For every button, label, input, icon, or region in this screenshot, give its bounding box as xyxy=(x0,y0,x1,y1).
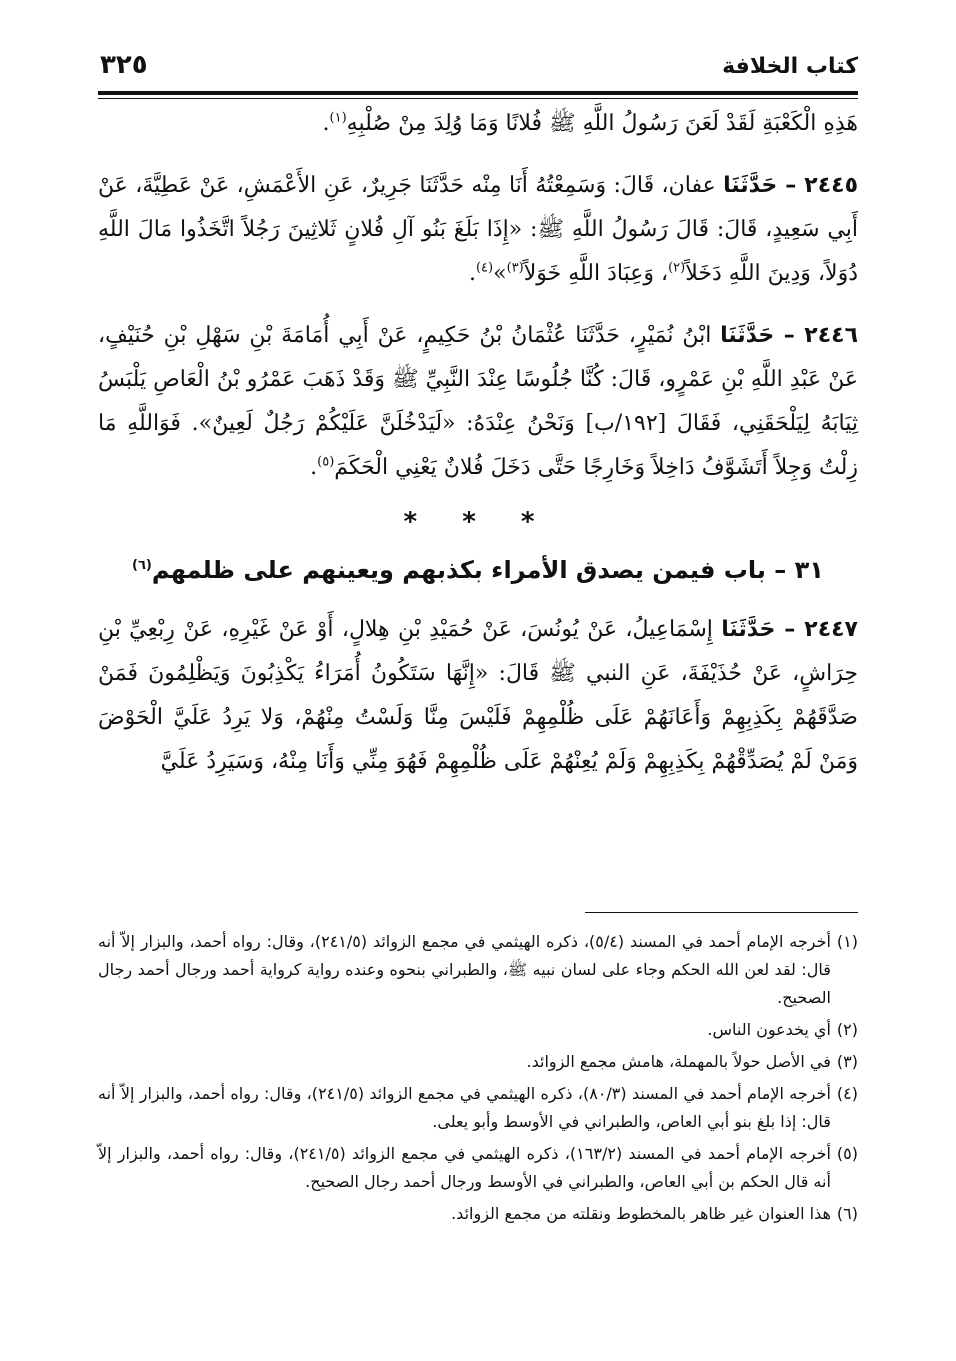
quote-close: » xyxy=(493,261,507,286)
footnote-ref-5: (٥) xyxy=(317,454,335,470)
footnote-rule xyxy=(585,912,858,913)
footnote xyxy=(98,1200,858,1228)
footnote xyxy=(98,1048,858,1076)
footnote-text: أخرجه الإمام أحمد في المسند (١٦٣/٢)، ذكره الهيثمي في مجمع الزوائد (٢٤١/٥)، وقال: رواه أحمد، والبزار إلاّ أنه قال الحكم بن أبي العاص، والطبراني في الأوسط ورجال أحمد رجال الصحيح. xyxy=(98,1144,831,1191)
footnote-number: (٢) xyxy=(836,1020,858,1039)
footnote-number: (١) xyxy=(836,932,858,951)
sentence-end: . xyxy=(310,455,318,480)
main-text xyxy=(98,102,858,784)
footnote-ref-4: (٤) xyxy=(475,260,494,276)
footnote-text: في الأصل حولاً بالمهملة، هامش مجمع الزوائد. xyxy=(526,1052,831,1071)
hadith-text: عفان، قَالَ: وَسَمِعْتُهُ أَنَا مِنْه حَدَّثَنَا جَرِيرٌ، عَنِ الأَعْمَشِ، عَنْ عَطِيَّةَ، عَنْ أَبِي سَعِيدٍ، قَالَ: قَالَ رَسُولُ اللَّهِ ﷺ: «إِذَا بَلَغَ بَنُو آلِ فُلانٍ ثَلاثِينَ رَجُلاً اتَّخَذُوا مَالَ اللَّهِ دُوَلاً، وَدِينَ اللَّهِ دَخَلاً xyxy=(98,173,858,286)
footnote xyxy=(98,1080,858,1136)
running-head xyxy=(100,50,858,90)
footnote-number: (٦) xyxy=(836,1204,858,1223)
chapter-heading xyxy=(98,550,858,590)
footnote-ref-2: (٢) xyxy=(668,260,686,276)
footnote-number: (٣) xyxy=(836,1052,858,1071)
continuation-paragraph: هَذِهِ الْكَعْبَةِ لَقَدْ لَعَنَ رَسُولُ اللَّهِ ﷺ فُلانًا وَمَا وُلِدَ مِنْ صُلْبِهِ$^{(١)}$. xyxy=(322,110,858,136)
hadith-number: ٢٤٤٧ – حَدَّثَنَا xyxy=(721,617,858,642)
hadith-2445 xyxy=(98,164,858,296)
footnote-number: (٤) xyxy=(836,1084,858,1103)
footnote-ref-1: (١) xyxy=(329,110,347,126)
chapter-title: ٣١ – باب فيمن يصدق الأمراء بكذبهم ويعينهم على ظلمهم xyxy=(151,556,824,584)
footnotes xyxy=(98,928,858,1232)
continuation-text: هَذِهِ الْكَعْبَةِ لَقَدْ لَعَنَ رَسُولُ اللَّهِ ﷺ فُلانًا وَمَا وُلِدَ مِنْ صُلْبِهِ xyxy=(346,111,858,136)
hadith-number: ٢٤٤٥ – حَدَّثَنَا xyxy=(723,173,858,198)
footnote-text: أخرجه الإمام أحمد في المسند (٨٠/٣)، ذكره الهيثمي في مجمع الزوائد (٢٤١/٥)، وقال: رواه أحمد، والبزار إلاّ أنه قال: إذا بلغ بنو أبي العاص، والطبراني في الأوسط وأبو يعلى. xyxy=(98,1084,831,1131)
hadith-2447 xyxy=(98,608,858,784)
footnote-text: أخرجه الإمام أحمد في المسند (٥/٤)، ذكره الهيثمي في مجمع الزوائد (٢٤١/٥)، وقال: رواه أحمد، والبزار إلاّ أنه قال: لقد لعن الله الحكم وجاء على لسان نبيه ﷺ، والطبراني بنحوه وعنده رواية كرواية أحمد ورجال أحمد رجال الصحيح. xyxy=(98,932,831,1007)
page-number: ٣٢٥ xyxy=(100,50,148,80)
hadith-text-cont: ، وَعِبَادَ اللَّهِ خَوَلاً xyxy=(523,261,669,286)
hadith-text: ابْنُ نُمَيْرٍ، حَدَّثَنَا عُثْمَانُ بْنُ حَكِيمٍ، عَنْ أَبِي أُمَامَةَ بْنِ سَهْلِ بْنِ حُنَيْفٍ، عَنْ عَبْدِ اللَّهِ بْنِ عَمْرٍو، قَالَ: كُنَّا جُلُوسًا عِنْدَ النَّبِيِّ ﷺ وَقَدْ ذَهَبَ عَمْرُو بْنُ الْعَاصِ يَلْبَسُ ثِيَابَهُ لِيَلْحَقَنِي، فَقَالَ [١٩٢/ب] وَنَحْنُ عِنْدَهُ: «لَيَدْخُلَنَّ عَلَيْكُمْ رَجُلٌ لَعِينٌ». فَوَاللَّهِ مَا زِلْتُ وَجِلاً أَتَشَوَّفُ دَاخِلاً وَخَارِجًا حَتَّى دَخَلَ فُلانٌ يَعْنِي الْحَكَمَ xyxy=(98,323,858,480)
footnote xyxy=(98,1016,858,1044)
book-title: كتاب الخلافة xyxy=(722,54,858,79)
hadith-text: إِسْمَاعِيلُ، عَنْ يُونُسَ، عَنْ حُمَيْدِ بْنِ هِلالٍ، أَوْ عَنْ غَيْرِهِ، عَنْ رِبْعِيِّ بْنِ حِرَاشٍ، عَنْ حُذَيْفَةَ، عَنِ النبي ﷺ قَالَ: «إِنَّهَا سَتَكُونُ أُمَرَاءُ يَكْذِبُونَ وَيَظْلِمُونَ فَمَنْ صَدَّقَهُمْ بِكَذِبِهِمْ وَأَعَانَهُمْ عَلَى ظُلْمِهِمْ فَلَيْسَ مِنَّا وَلَسْتُ مِنْهُمْ، وَلا يَرِدُ عَلَيَّ الْحَوْضَ وَمَنْ لَمْ يُصَدِّقْهُمْ بِكَذِبِهِمْ وَلَمْ يُعِنْهُمْ عَلَى ظُلْمِهِمْ فَهُوَ مِنِّي وَأَنَا مِنْهُ، وَسَيَرِدُ عَلَيَّ xyxy=(98,617,858,774)
footnote-ref-6: (٦) xyxy=(132,558,152,573)
hadith-number: ٢٤٤٦ – حَدَّثَنَا xyxy=(720,323,859,348)
footnote xyxy=(98,1140,858,1196)
footnote-number: (٥) xyxy=(836,1144,858,1163)
sentence-end: . xyxy=(468,261,476,286)
hadith-2446 xyxy=(98,314,858,490)
footnote-text: أي يخدعون الناس. xyxy=(707,1020,831,1039)
header-rule xyxy=(98,91,858,95)
footnote-text: هذا العنوان غير ظاهر بالمخطوط ونقلته من مجمع الزوائد. xyxy=(451,1204,831,1223)
section-separator: * * * xyxy=(403,507,553,537)
footnote xyxy=(98,928,858,1012)
footnote-ref-3: (٣) xyxy=(506,260,524,276)
